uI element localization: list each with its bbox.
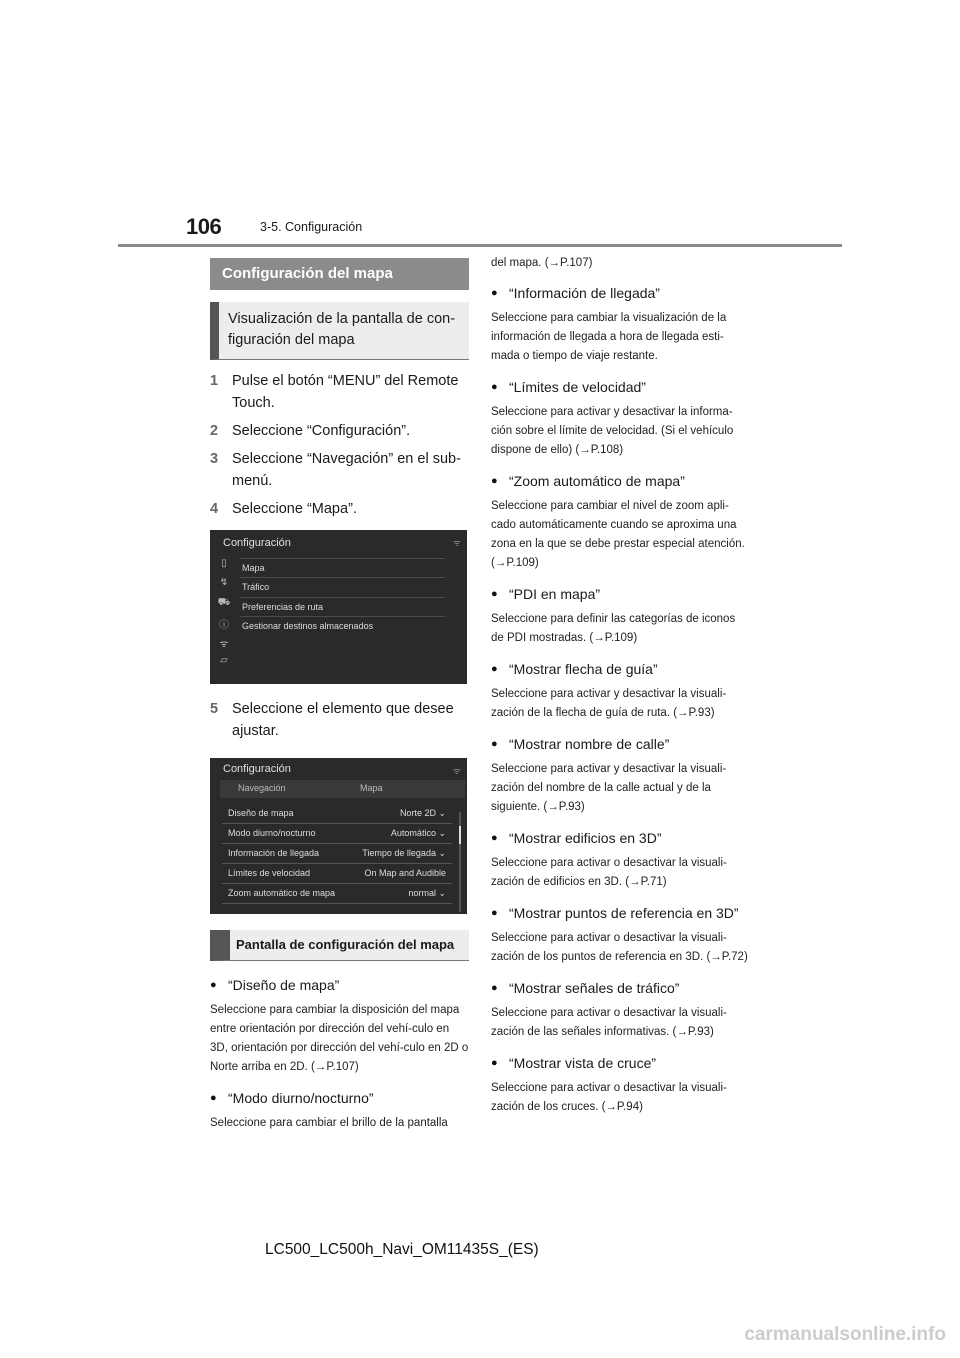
item-description: Seleccione para activar o desactivar la visuali-zación de las señales informativas. (→P.93) <box>491 1007 727 1038</box>
display-icon: ▱ <box>220 654 228 666</box>
bullet-icon: ● <box>491 982 498 994</box>
setting-label: Zoom automático de mapa <box>228 888 336 898</box>
menu-item-trafico[interactable]: Tráfico <box>240 577 445 596</box>
step-number: 2 <box>210 423 219 439</box>
item-title: “PDI en mapa” <box>509 586 601 602</box>
screen-title: Configuración <box>223 763 291 775</box>
item-title: “Mostrar vista de cruce” <box>509 1055 657 1071</box>
step-5-block <box>210 698 469 742</box>
item-title: “Zoom automático de mapa” <box>509 473 685 489</box>
menu-item-destinos[interactable]: Gestionar destinos almacenados <box>240 616 445 635</box>
setting-label: Modo diurno/nocturno <box>228 828 316 838</box>
list-item <box>491 1053 751 1117</box>
list-item <box>491 377 751 460</box>
steps-list <box>210 370 469 520</box>
bullet-icon: ● <box>491 588 498 600</box>
step-3 <box>210 448 469 492</box>
left-column <box>210 258 469 1144</box>
item-title: “Mostrar señales de tráfico” <box>509 980 680 996</box>
list-item <box>491 471 751 573</box>
route-icon: ↯ <box>219 577 229 589</box>
header-divider <box>118 244 842 247</box>
bullet-icon: ● <box>210 979 217 991</box>
info-icon: ⓘ <box>219 620 229 632</box>
menu-item-preferencias[interactable]: Preferencias de ruta <box>240 597 445 616</box>
car-icon: ⛟ <box>217 596 231 608</box>
item-description: Seleccione para activar y desactivar la visuali-zación del nombre de la calle actual y de la siguiente. (→P.93) <box>491 763 727 813</box>
item-description: Seleccione para cambiar la disposición del mapa entre orientación por dirección del vehí-culo en 3D, orientación por dirección del vehí-culo en 2D o Norte arriba en 2D. (→P.107) <box>210 1004 469 1073</box>
continuation-text: del mapa. (→P.107) <box>491 257 593 269</box>
bullet-icon: ● <box>491 1057 498 1069</box>
item-description: Seleccione para activar o desactivar la visuali-zación de edificios en 3D. (→P.71) <box>491 857 727 888</box>
scrollbar-thumb[interactable] <box>459 826 461 844</box>
signal-icon: ᯤ <box>452 538 461 548</box>
item-title: “Mostrar puntos de referencia en 3D” <box>509 905 739 921</box>
breadcrumb-tabs <box>220 780 465 798</box>
list-item <box>491 734 751 817</box>
section-reference: 3-5. Configuración <box>260 220 363 234</box>
setting-row[interactable] <box>222 804 452 824</box>
figure-caption: Pantalla de configuración del mapa <box>210 930 469 961</box>
item-description: Seleccione para definir las categorías de iconos de PDI mostradas. (→P.109) <box>491 613 736 644</box>
item-description: Seleccione para cambiar el nivel de zoom apli-cado automáticamente cuando se aproxima una zona en la que se debe prestar especial atención. (→P.109) <box>491 500 745 569</box>
step-text: Seleccione “Navegación” en el sub-menú. <box>232 451 461 489</box>
step-number: 3 <box>210 451 219 467</box>
bullet-icon: ● <box>491 475 498 487</box>
item-description: Seleccione para cambiar el brillo de la pantalla <box>210 1117 448 1129</box>
sub-title: Visualización de la pantalla de con-figuración del mapa <box>210 302 469 360</box>
setting-value: Automático ⌄ <box>390 828 446 838</box>
list-item <box>491 978 751 1042</box>
step-text: Seleccione “Mapa”. <box>232 501 357 517</box>
setting-row[interactable] <box>222 884 452 904</box>
bullet-icon: ● <box>210 1092 217 1104</box>
list-item <box>210 975 469 1077</box>
wifi-icon: ᯤ <box>219 638 229 650</box>
step-number: 4 <box>210 501 219 517</box>
step-number: 5 <box>210 701 219 717</box>
watermark: carmanualsonline.info <box>744 1324 946 1345</box>
item-title: “Mostrar flecha de guía” <box>509 661 658 677</box>
item-title: “Mostrar edificios en 3D” <box>509 830 662 846</box>
settings-menu <box>240 558 445 636</box>
right-column <box>491 254 751 1128</box>
item-description: Seleccione para activar o desactivar la visuali-zación de los puntos de referencia en 3D. (→P.72) <box>491 932 748 963</box>
step-1 <box>210 370 469 414</box>
main-title: Configuración del mapa <box>210 258 469 290</box>
setting-row[interactable] <box>222 824 452 844</box>
list-item <box>210 1088 469 1133</box>
bullet-icon: ● <box>491 287 498 299</box>
step-number: 1 <box>210 373 219 389</box>
step-4 <box>210 498 469 520</box>
setting-value: normal ⌄ <box>408 888 446 898</box>
bullet-icon: ● <box>491 738 498 750</box>
bullet-icon: ● <box>491 381 498 393</box>
setting-row[interactable] <box>222 844 452 864</box>
tab-mapa[interactable]: Mapa <box>360 783 383 793</box>
setting-value: Tiempo de llegada ⌄ <box>362 848 446 858</box>
item-title: “Modo diurno/nocturno” <box>228 1090 374 1106</box>
list-item <box>491 584 751 648</box>
item-title: “Diseño de mapa” <box>228 977 340 993</box>
screen-title: Configuración <box>223 537 291 549</box>
tab-navegacion[interactable]: Navegación <box>238 783 286 793</box>
setting-label: Límites de velocidad <box>228 868 311 878</box>
setting-label: Diseño de mapa <box>228 808 294 818</box>
item-description: Seleccione para cambiar la visualización de la información de llegada a hora de llegada esti-mada o tiempo de viaje restante. <box>491 312 727 362</box>
signal-icon: ᯤ <box>452 766 461 776</box>
item-title: “Información de llegada” <box>509 285 660 301</box>
bullet-icon: ● <box>491 663 498 675</box>
map-settings-list <box>222 804 452 904</box>
scrollbar[interactable] <box>459 812 461 912</box>
step-2 <box>210 420 469 442</box>
item-description: Seleccione para activar y desactivar la informa-ción sobre el límite de velocidad. (Si el vehículo dispone de ello) (→P.108) <box>491 406 734 456</box>
list-item <box>491 283 751 366</box>
map-settings-screenshot <box>210 758 467 914</box>
settings-screenshot <box>210 530 467 684</box>
bullet-icon: ● <box>491 832 498 844</box>
menu-item-mapa[interactable]: Mapa <box>240 558 445 577</box>
page-number: 106 <box>186 214 222 239</box>
item-title: “Límites de velocidad” <box>509 379 646 395</box>
list-item <box>491 659 751 723</box>
step-text: Seleccione “Configuración”. <box>232 423 411 439</box>
document-code: LC500_LC500h_Navi_OM11435S_(ES) <box>265 1241 539 1258</box>
setting-row[interactable] <box>222 864 452 884</box>
step-text: Seleccione el elemento que desee ajustar. <box>232 701 454 739</box>
step-text: Pulse el botón “MENU” del Remote Touch. <box>232 373 459 411</box>
setting-value: Norte 2D ⌄ <box>399 808 446 818</box>
item-description: Seleccione para activar o desactivar la visuali-zación de los cruces. (→P.94) <box>491 1082 727 1113</box>
list-item <box>491 828 751 892</box>
list-item <box>491 903 751 967</box>
left-items <box>210 975 469 1133</box>
item-description: Seleccione para activar y desactivar la visuali-zación de la flecha de guía de ruta. (→P.93) <box>491 688 727 719</box>
step-5 <box>210 698 469 742</box>
setting-label: Información de llegada <box>228 848 320 858</box>
right-items <box>491 283 751 1117</box>
bullet-icon: ● <box>491 907 498 919</box>
setting-value: On Map and Audible <box>364 868 446 878</box>
item-title: “Mostrar nombre de calle” <box>509 736 670 752</box>
side-icons <box>215 558 233 674</box>
phone-icon: ▯ <box>221 558 227 569</box>
